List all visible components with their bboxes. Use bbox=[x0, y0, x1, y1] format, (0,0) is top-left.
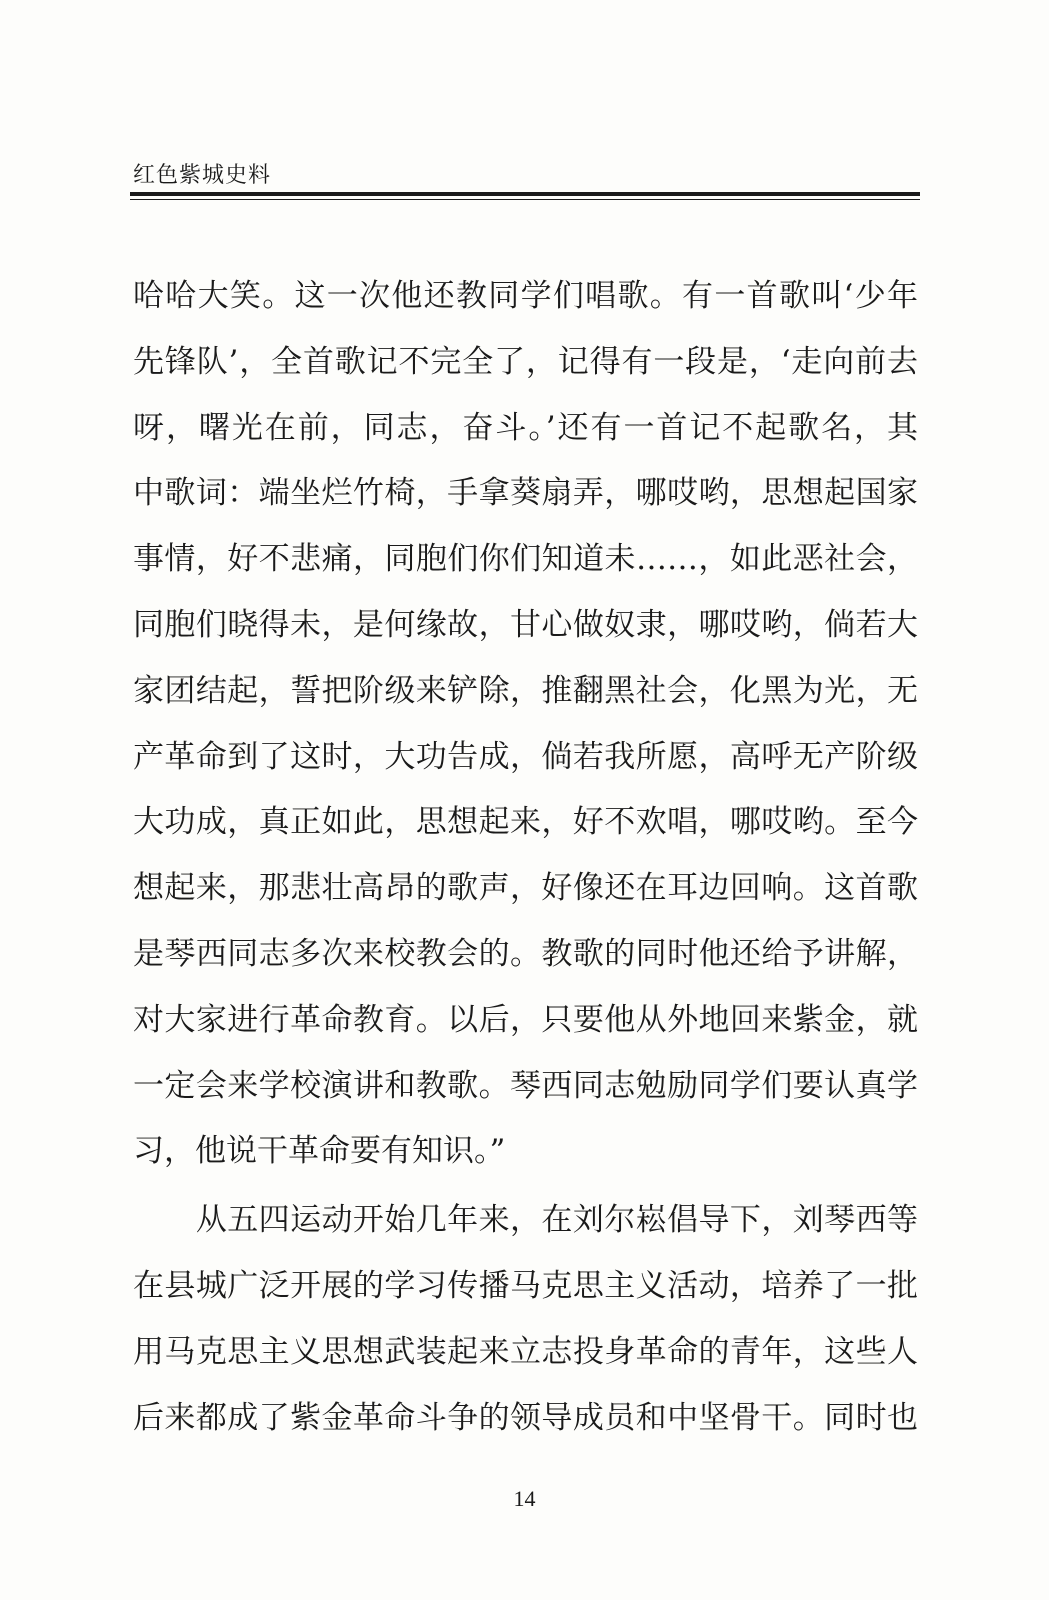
text-line: 用马克思主义思想武装起来立志投身革命的青年，这些人 bbox=[133, 1333, 918, 1370]
header-rule-thin bbox=[130, 199, 920, 200]
header-rule-thick bbox=[130, 192, 920, 196]
text-line: 从五四运动开始几年来，在刘尔崧倡导下，刘琴西等 bbox=[133, 1202, 918, 1239]
text-line: 在县城广泛开展的学习传播马克思主义活动，培养了一批 bbox=[133, 1267, 918, 1304]
text-line: 习，他说干革命要有知识。” bbox=[133, 1133, 506, 1170]
text-line: 呀，曙光在前，同志，奋斗。’还有一首记不起歌名，其 bbox=[133, 409, 918, 446]
text-line: 家团结起，誓把阶级来铲除，推翻黑社会，化黑为光，无 bbox=[133, 672, 918, 709]
body-text bbox=[133, 264, 918, 1451]
text-line: 哈哈大笑。这一次他还教同学们唱歌。有一首歌叫‘少年 bbox=[133, 278, 918, 314]
text-line: 中歌词：端坐烂竹椅，手拿葵扇弄，哪哎哟，思想起国家 bbox=[133, 475, 918, 512]
text-line: 后来都成了紫金革命斗争的领导成员和中坚骨干。同时也 bbox=[133, 1399, 918, 1436]
paragraph-2 bbox=[133, 1188, 918, 1451]
text-line: 想起来，那悲壮高昂的歌声，好像还在耳边回响。这首歌 bbox=[133, 870, 918, 907]
paragraph-1 bbox=[133, 264, 918, 1185]
text-line: 是琴西同志多次来校教会的。教歌的同时他还给予讲解， bbox=[133, 935, 918, 972]
text-line: 对大家进行革命教育。以后，只要他从外地回来紫金，就 bbox=[133, 1001, 918, 1038]
text-line: 同胞们晓得未，是何缘故，甘心做奴隶，哪哎哟，倘若大 bbox=[133, 606, 918, 643]
text-line: 先锋队’，全首歌记不完全了，记得有一段是，‘走向前去 bbox=[133, 343, 918, 380]
text-line: 事情，好不悲痛，同胞们你们知道未……，如此恶社会， bbox=[133, 541, 918, 578]
page-number: 14 bbox=[513, 1486, 536, 1511]
text-line: 产革命到了这时，大功告成，倘若我所愿，高呼无产阶级 bbox=[133, 738, 918, 775]
running-header: 红色紫城史料 bbox=[133, 163, 272, 188]
text-line: 大功成，真正如此，思想起来，好不欢唱，哪哎哟。至今 bbox=[133, 804, 918, 841]
text-line: 一定会来学校演讲和教歌。琴西同志勉励同学们要认真学 bbox=[133, 1067, 918, 1104]
